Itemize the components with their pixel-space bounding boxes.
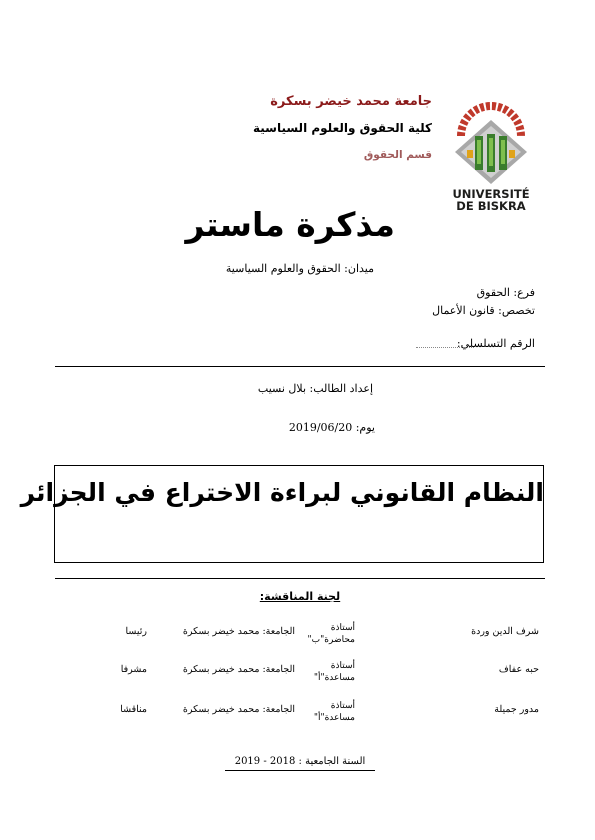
jury-member-university: الجامعة: محمد خيضر بسكرة bbox=[182, 704, 295, 715]
thesis-title: النظام القانوني لبراءة الاختراع في الجزائر bbox=[20, 478, 544, 507]
jury-member-rank: أستاذة محاضرة"ب" bbox=[307, 623, 355, 645]
logo-wordmark-line1: UNIVERSITÉ bbox=[452, 187, 530, 201]
divider bbox=[55, 578, 545, 579]
jury-member-role: رئيسا bbox=[125, 626, 147, 637]
university-emblem-icon bbox=[447, 90, 535, 190]
jury-row bbox=[0, 660, 595, 683]
prepared-by: إعداد الطالب: بلال نسيب bbox=[257, 382, 373, 395]
jury-member-rank: أستاذة مساعدة"أ" bbox=[313, 661, 355, 683]
jury-row bbox=[0, 622, 595, 645]
jury-member-rank: أستاذة مساعدة"أ" bbox=[313, 701, 355, 723]
specialty-field: تخصص: قانون الأعمال bbox=[432, 304, 535, 317]
jury-member-name: مدور جميلة bbox=[494, 704, 539, 715]
university-name: جامعة محمد خيضر بسكرة bbox=[270, 94, 432, 109]
jury-row bbox=[0, 700, 595, 723]
jury-member-name: حبه عفاف bbox=[498, 664, 539, 675]
logo-wordmark bbox=[447, 188, 535, 212]
jury-member-role: مشرفا bbox=[120, 664, 147, 675]
defense-date: يوم: 2019/06/20 bbox=[288, 421, 375, 434]
jury-member-name: شرف الدين وردة bbox=[471, 626, 539, 637]
jury-member-role: مناقشا bbox=[120, 704, 147, 715]
department-name: قسم الحقوق bbox=[363, 149, 432, 161]
jury-member-university: الجامعة: محمد خيضر بسكرة bbox=[182, 664, 295, 675]
academic-year: السنة الجامعية : 2018 - 2019 bbox=[234, 756, 366, 767]
document-title: مذكرة ماستر bbox=[185, 205, 395, 244]
branch-field: فرع: الحقوق bbox=[476, 286, 535, 299]
faculty-name: كلية الحقوق والعلوم السياسية bbox=[252, 121, 432, 135]
serial-number-label: الرقم التسلسلي: bbox=[456, 337, 535, 350]
serial-number-blank bbox=[416, 347, 474, 348]
jury-member-university: الجامعة: محمد خيضر بسكرة bbox=[182, 626, 295, 637]
committee-heading: لجنة المناقشة: bbox=[259, 590, 341, 603]
domain-field: ميدان: الحقوق والعلوم السياسية bbox=[225, 262, 374, 275]
divider bbox=[225, 770, 375, 771]
divider bbox=[55, 366, 545, 367]
logo-wordmark-line2: DE BISKRA bbox=[456, 199, 526, 213]
